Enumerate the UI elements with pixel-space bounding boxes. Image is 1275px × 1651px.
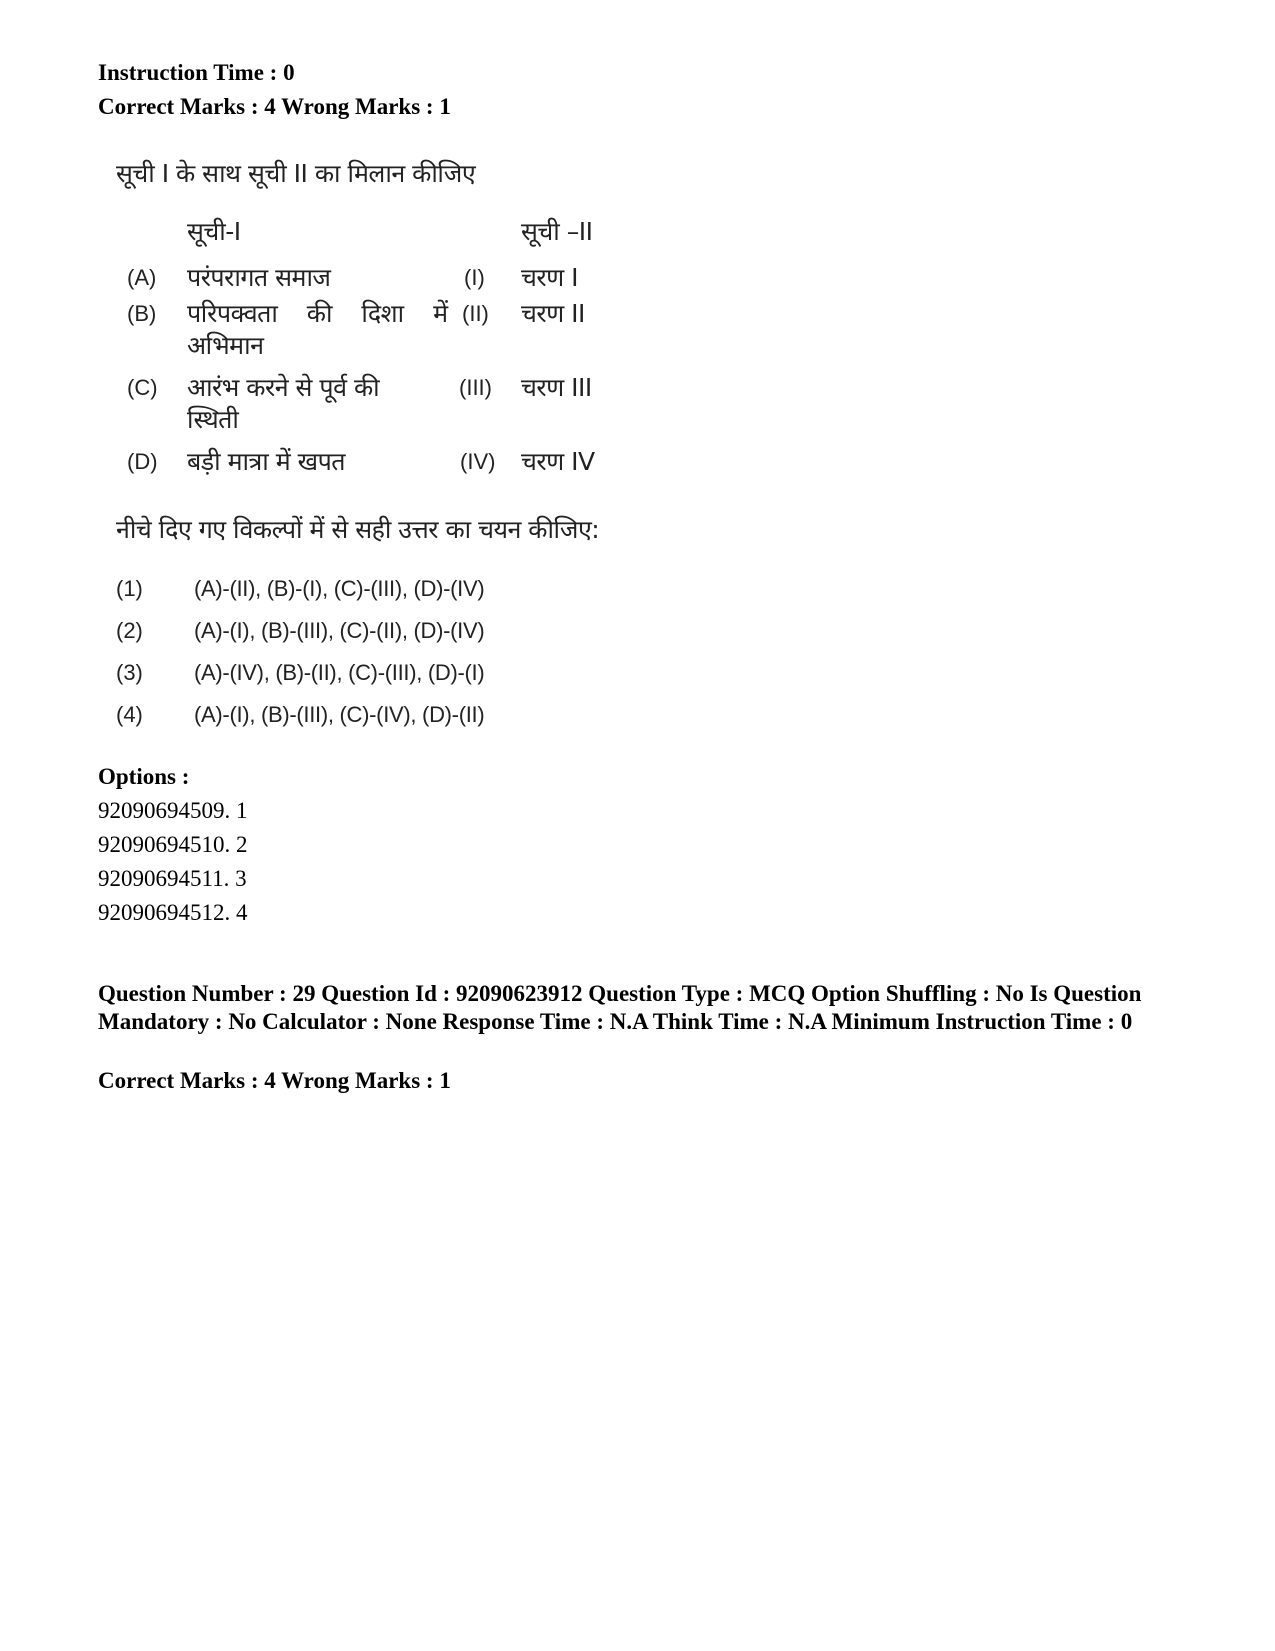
row-match: चरण II xyxy=(521,299,585,328)
option-item: 92090694511. 3 xyxy=(98,866,247,891)
row-text-continued: अभिमान xyxy=(187,331,264,360)
choice-number: (1) xyxy=(116,576,143,601)
row-label: (B) xyxy=(127,301,157,326)
marks-line: Correct Marks : 4 Wrong Marks : 1 xyxy=(98,1068,451,1093)
list2-header: सूची –II xyxy=(521,217,593,246)
choice-text: (A)-(II), (B)-(I), (C)-(III), (D)-(IV) xyxy=(194,576,485,601)
option-item: 92090694510. 2 xyxy=(98,832,248,857)
option-item: 92090694512. 4 xyxy=(98,900,248,925)
list1-header: सूची-I xyxy=(187,217,241,246)
row-text-justified xyxy=(187,296,448,330)
choice-number: (2) xyxy=(116,618,143,643)
options-heading: Options : xyxy=(98,764,190,789)
marks-line: Correct Marks : 4 Wrong Marks : 1 xyxy=(98,94,451,119)
row-text: आरंभ करने से पूर्व की xyxy=(187,373,380,402)
row-roman: (IV) xyxy=(460,449,496,474)
choice-text: (A)-(IV), (B)-(II), (C)-(III), (D)-(I) xyxy=(194,660,485,685)
choice-text: (A)-(I), (B)-(III), (C)-(IV), (D)-(II) xyxy=(194,702,485,727)
option-item: 92090694509. 1 xyxy=(98,798,248,823)
row-match: चरण I xyxy=(521,263,578,292)
row-match: चरण III xyxy=(521,373,592,402)
row-match: चरण IV xyxy=(521,447,595,476)
row-label: (D) xyxy=(127,449,158,474)
row-text: बड़ी मात्रा में खपत xyxy=(187,447,346,476)
row-text: परिपक्वता की दिशा में xyxy=(187,299,448,328)
row-label: (A) xyxy=(127,265,157,290)
row-label: (C) xyxy=(127,375,158,400)
row-roman: (II) xyxy=(462,301,489,326)
row-text: परंपरागत समाज xyxy=(187,263,331,292)
choice-number: (4) xyxy=(116,702,143,727)
row-text-continued: स्थिती xyxy=(187,405,239,434)
instruction-time: Instruction Time : 0 xyxy=(98,60,295,85)
question-prompt: सूची I के साथ सूची II का मिलान कीजिए xyxy=(116,159,476,188)
choice-number: (3) xyxy=(116,660,143,685)
row-roman: (III) xyxy=(459,375,492,400)
question-header: Question Number : 29 Question Id : 92090623912 Question Type : MCQ Option Shuffling : No Is Question Mandatory : No Calculator : None Response Time : N.A Think Time : N.A Minimum Instruction Time : 0 xyxy=(98,981,1142,1034)
row-roman: (I) xyxy=(464,265,485,290)
choice-text: (A)-(I), (B)-(III), (C)-(II), (D)-(IV) xyxy=(194,618,485,643)
answer-instruction: नीचे दिए गए विकल्पों में से सही उत्तर का चयन कीजिए: xyxy=(116,515,600,544)
